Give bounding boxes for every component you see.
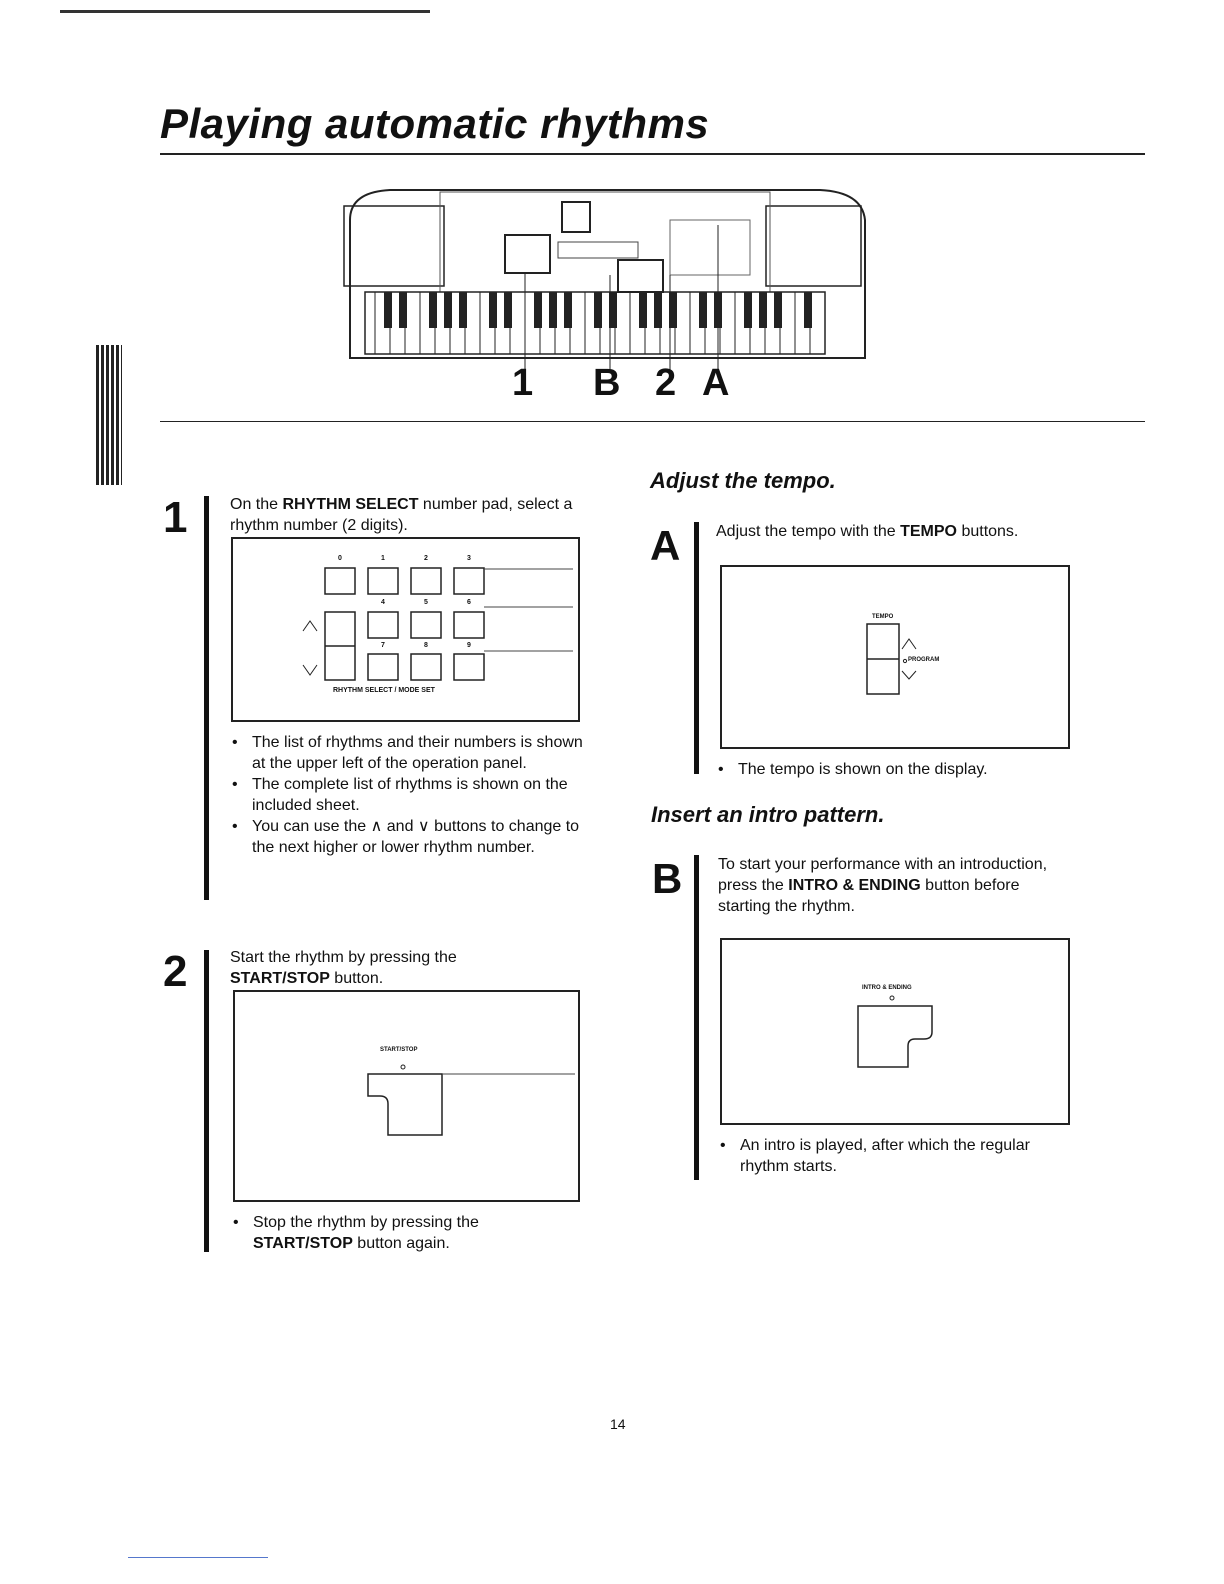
program-label: PROGRAM [908,657,940,663]
pad-label: RHYTHM SELECT / MODE SET [333,687,435,694]
rhythm-select-pad-diagram [231,537,580,722]
step-2-note: • Stop the rhythm by pressing the START/STOP button again. [231,1212,561,1254]
figure-divider [160,421,1145,422]
pad-digit-5: 5 [424,599,428,606]
step-2-instruction: Start the rhythm by pressing the START/STOP button. [230,949,457,987]
step-1-note: • You can use the ∧ and ∨ buttons to change to the next higher or lower rhythm number. [230,816,585,858]
tempo-svg [722,567,1068,747]
tempo-buttons-diagram [720,565,1070,749]
pad-digit-4: 4 [381,599,385,606]
step-a-letter: A [650,522,681,569]
pad-digit-0: 0 [338,555,342,562]
step-2-notes [231,1212,561,1254]
pad-digit-8: 8 [424,642,428,649]
step-1-note: • The list of rhythms and their numbers is shown at the upper left of the operation panel. [230,732,585,774]
step-b-notes [718,1135,1058,1177]
pad-digit-6: 6 [467,599,471,606]
callout-1: 1 [512,362,534,404]
margin-tab [96,345,122,485]
step-a-notes [716,759,1056,780]
pad-digit-2: 2 [424,555,428,562]
step-1-bar [204,496,209,900]
tempo-heading: Adjust the tempo. [650,468,836,493]
start-stop-svg [235,992,578,1200]
callout-2: 2 [655,362,677,404]
pad-digit-9: 9 [467,642,471,649]
step-1-number: 1 [163,493,188,542]
step-2-bar [204,950,209,1252]
callout-b: B [593,362,621,404]
step-a-instruction: Adjust the tempo with the TEMPO buttons. [716,523,1019,540]
step-1-instruction: On the RHYTHM SELECT number pad, select a rhythm number (2 digits). [230,496,573,534]
page-number: 14 [610,1416,626,1432]
callout-a: A [702,362,730,404]
step-a-bar [694,522,699,774]
start-stop-label: START/STOP [380,1047,418,1053]
step-b-instruction: To start your performance with an introduction, press the INTRO & ENDING button before starting the rhythm. [718,856,1048,915]
top-scan-line [60,10,430,13]
step-b-letter: B [652,855,683,902]
intro-ending-diagram [720,938,1070,1125]
step-2-number: 2 [163,947,188,996]
intro-heading: Insert an intro pattern. [651,802,885,827]
bottom-line [128,1557,268,1558]
tempo-label: TEMPO [872,614,894,620]
step-1-notes [230,732,585,858]
pad-digit-7: 7 [381,642,385,649]
start-stop-diagram [233,990,580,1202]
title-underline [160,153,1145,155]
pad-digit-1: 1 [381,555,385,562]
intro-ending-svg [722,940,1068,1123]
step-b-bar [694,855,699,1180]
page-title: Playing automatic rhythms [160,100,710,147]
intro-ending-label: INTRO & ENDING [862,985,912,991]
pad-digit-3: 3 [467,555,471,562]
step-1-note: • The complete list of rhythms is shown on the included sheet. [230,774,585,816]
step-a-note: • The tempo is shown on the display. [716,759,1056,780]
step-b-note: • An intro is played, after which the regular rhythm starts. [718,1135,1058,1177]
